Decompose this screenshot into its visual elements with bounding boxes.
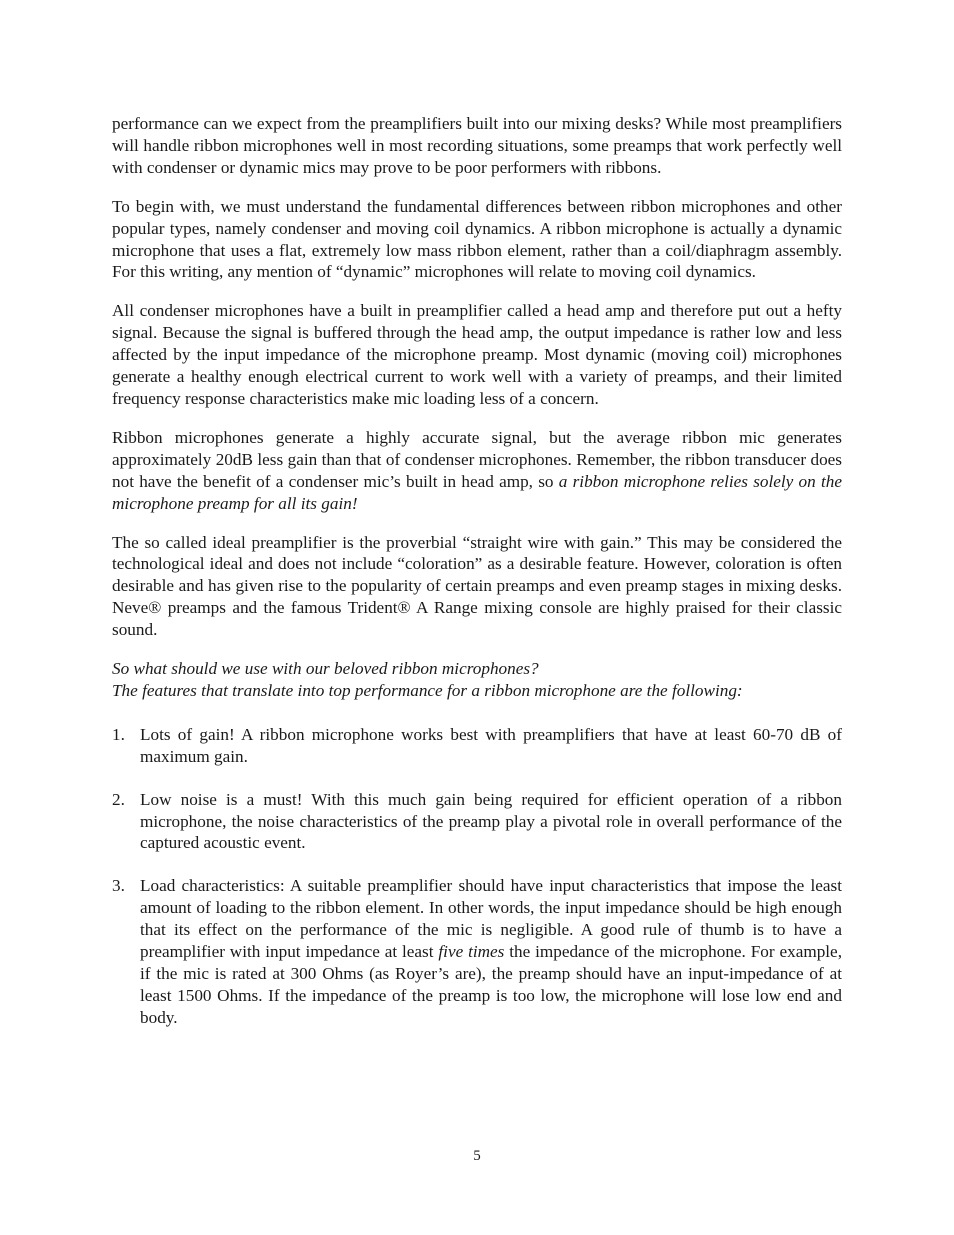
paragraph-ideal-preamp: The so called ideal preamplifier is the proverbial “straight wire with gain.” This may be considered the technological ideal and does not include “coloration” as a desirable feature. However, coloration is often desirable and has given rise to the popularity of certain preamps and even preamp stages in mixing desks. Neve® preamps and the famous Trident® A Range mixing console are highly praised for their classic sound. — [112, 532, 842, 640]
feature-text-part: Load characteristics: A suitable preamplifier should have input characteristics that impose the least amount of loading to the ribbon element. In other words, the input impedance should be high enough that its effect on the performance of the mic is negligible. A good rule of thumb is to have a preamplifier with input impedance at least — [140, 876, 842, 962]
paragraph-ribbon-gain-text: Ribbon microphones generate a highly accurate signal, but the average ribbon mic generates approximately 20dB less gain than that of condenser microphones. Remember, the ribbon transducer does not have the benefit of a condenser mic’s built in head amp, so — [112, 427, 842, 491]
feature-text: Lots of gain! A ribbon microphone works best with preamplifiers that have at least 60-70 dB of maximum gain. — [140, 724, 842, 766]
feature-item-low-noise — [112, 789, 842, 855]
feature-text-part: the impedance of the microphone. For example, if the mic is rated at 300 Ohms (as Royer’s are), the preamp should have an input-impedance of at least 1500 Ohms. If the impedance of the preamp is too low, the microphone will lose low end and body. — [140, 942, 842, 1027]
feature-text — [140, 876, 842, 1026]
paragraph-ribbon-gain-emphasis: a ribbon microphone relies solely on the microphone preamp for all its gain! — [112, 471, 842, 513]
document-page — [112, 113, 842, 1050]
paragraph-condenser-head-amp: All condenser microphones have a built in preamplifier called a head amp and therefore put out a hefty signal. Because the signal is buffered through the head amp, the output impedance is rather low and less affected by the input impedance of the microphone preamp. Most dynamic (moving coil) microphones generate a healthy enough electrical current to work well with a variety of preamps, and their limited frequency response characteristics make mic loading less of a concern. — [112, 301, 842, 408]
features-question: So what should we use with our beloved ribbon microphones? — [112, 659, 539, 679]
features-intro — [112, 658, 842, 702]
feature-number: 1. — [112, 724, 125, 744]
paragraph-ribbon-differences: To begin with, we must understand the fundamental differences between ribbon microphones and other popular types, namely condenser and moving coil dynamics. A ribbon microphone is actually a dynamic microphone that uses a flat, extremely low mass ribbon element, rather than a coil/diaphragm assembly. For this writing, any mention of “dynamic” microphones will relate to moving coil dynamics. — [112, 196, 842, 282]
feature-text-emphasis: five times — [438, 942, 505, 962]
page-number: 5 — [473, 1148, 481, 1164]
feature-item-gain — [112, 724, 842, 768]
feature-number: 3. — [112, 876, 125, 896]
features-lead: The features that translate into top performance for a ribbon microphone are the following: — [112, 680, 743, 700]
feature-text: Low noise is a must! With this much gain being required for efficient operation of a ribbon microphone, the noise characteristics of the preamp play a pivotal role in overall performance of the captured acoustic event. — [140, 789, 842, 853]
paragraph-preamp-performance: performance can we expect from the preamplifiers built into our mixing desks? While most preamplifiers will handle ribbon microphones well in most recording situations, some preamps that work perfectly well with condenser or dynamic mics may prove to be poor performers with ribbons. — [112, 114, 842, 177]
feature-number: 2. — [112, 789, 125, 809]
paragraph-ribbon-gain — [112, 427, 842, 515]
feature-item-load — [112, 875, 842, 1028]
features-list — [112, 724, 842, 1029]
